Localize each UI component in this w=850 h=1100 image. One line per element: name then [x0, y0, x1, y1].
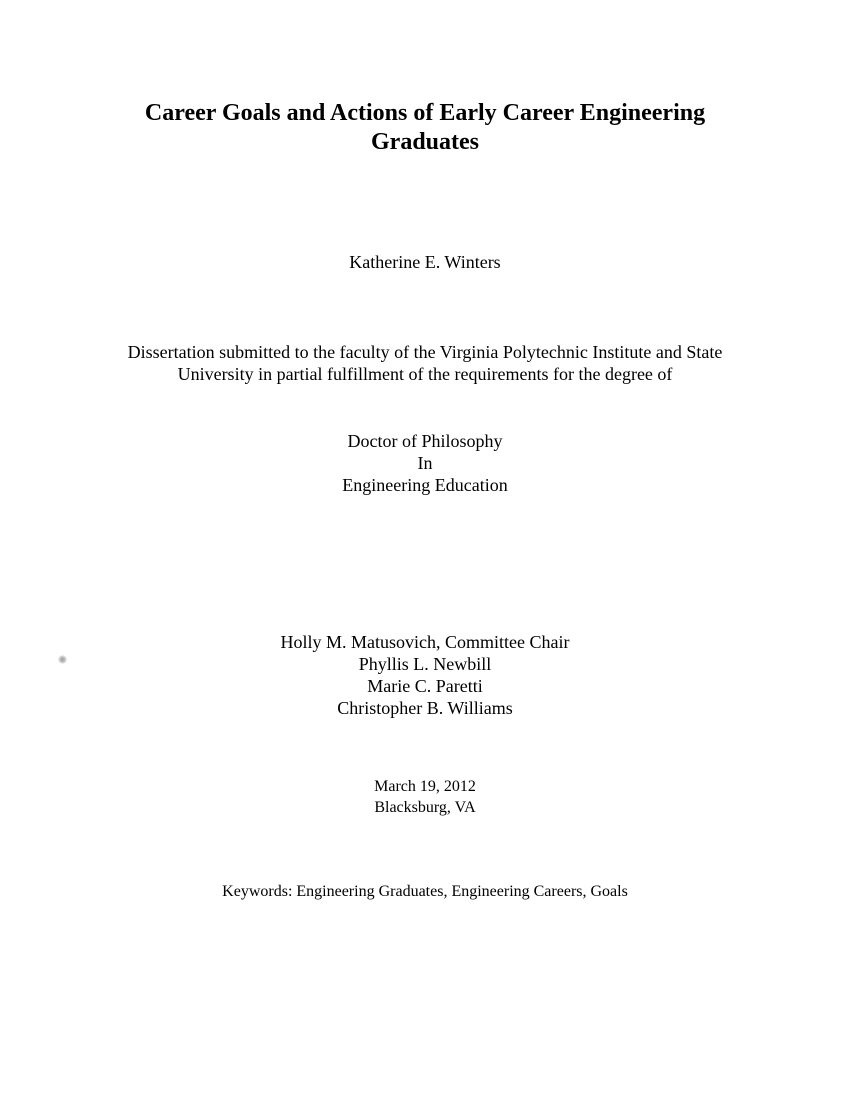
location: Blacksburg, VA — [374, 799, 476, 816]
degree-connector: In — [417, 453, 433, 473]
date-location-block — [0, 776, 850, 818]
title-line-1: Career Goals and Actions of Early Career Engineering — [144, 100, 706, 126]
statement-line-1: Dissertation submitted to the faculty of the Virginia Polytechnic Institute and State — [127, 342, 723, 362]
title-line-2: Graduates — [371, 129, 479, 155]
statement-line-2: University in partial fulfillment of the requirements for the degree of — [177, 364, 673, 384]
keywords-line: Keywords: Engineering Graduates, Engineering Careers, Goals — [222, 883, 628, 900]
scan-speck — [58, 655, 67, 664]
dissertation-title — [100, 99, 750, 157]
committee-member: Marie C. Paretti — [367, 676, 483, 696]
degree-block — [0, 430, 850, 496]
degree-name: Doctor of Philosophy — [347, 431, 503, 451]
author-name: Katherine E. Winters — [349, 252, 501, 272]
committee-member: Christopher B. Williams — [337, 698, 513, 718]
submission-statement — [60, 341, 790, 385]
degree-field: Engineering Education — [342, 475, 508, 495]
submission-date: March 19, 2012 — [374, 778, 476, 795]
committee-list — [0, 631, 850, 719]
committee-member: Holly M. Matusovich, Committee Chair — [280, 632, 570, 652]
committee-member: Phyllis L. Newbill — [358, 654, 492, 674]
